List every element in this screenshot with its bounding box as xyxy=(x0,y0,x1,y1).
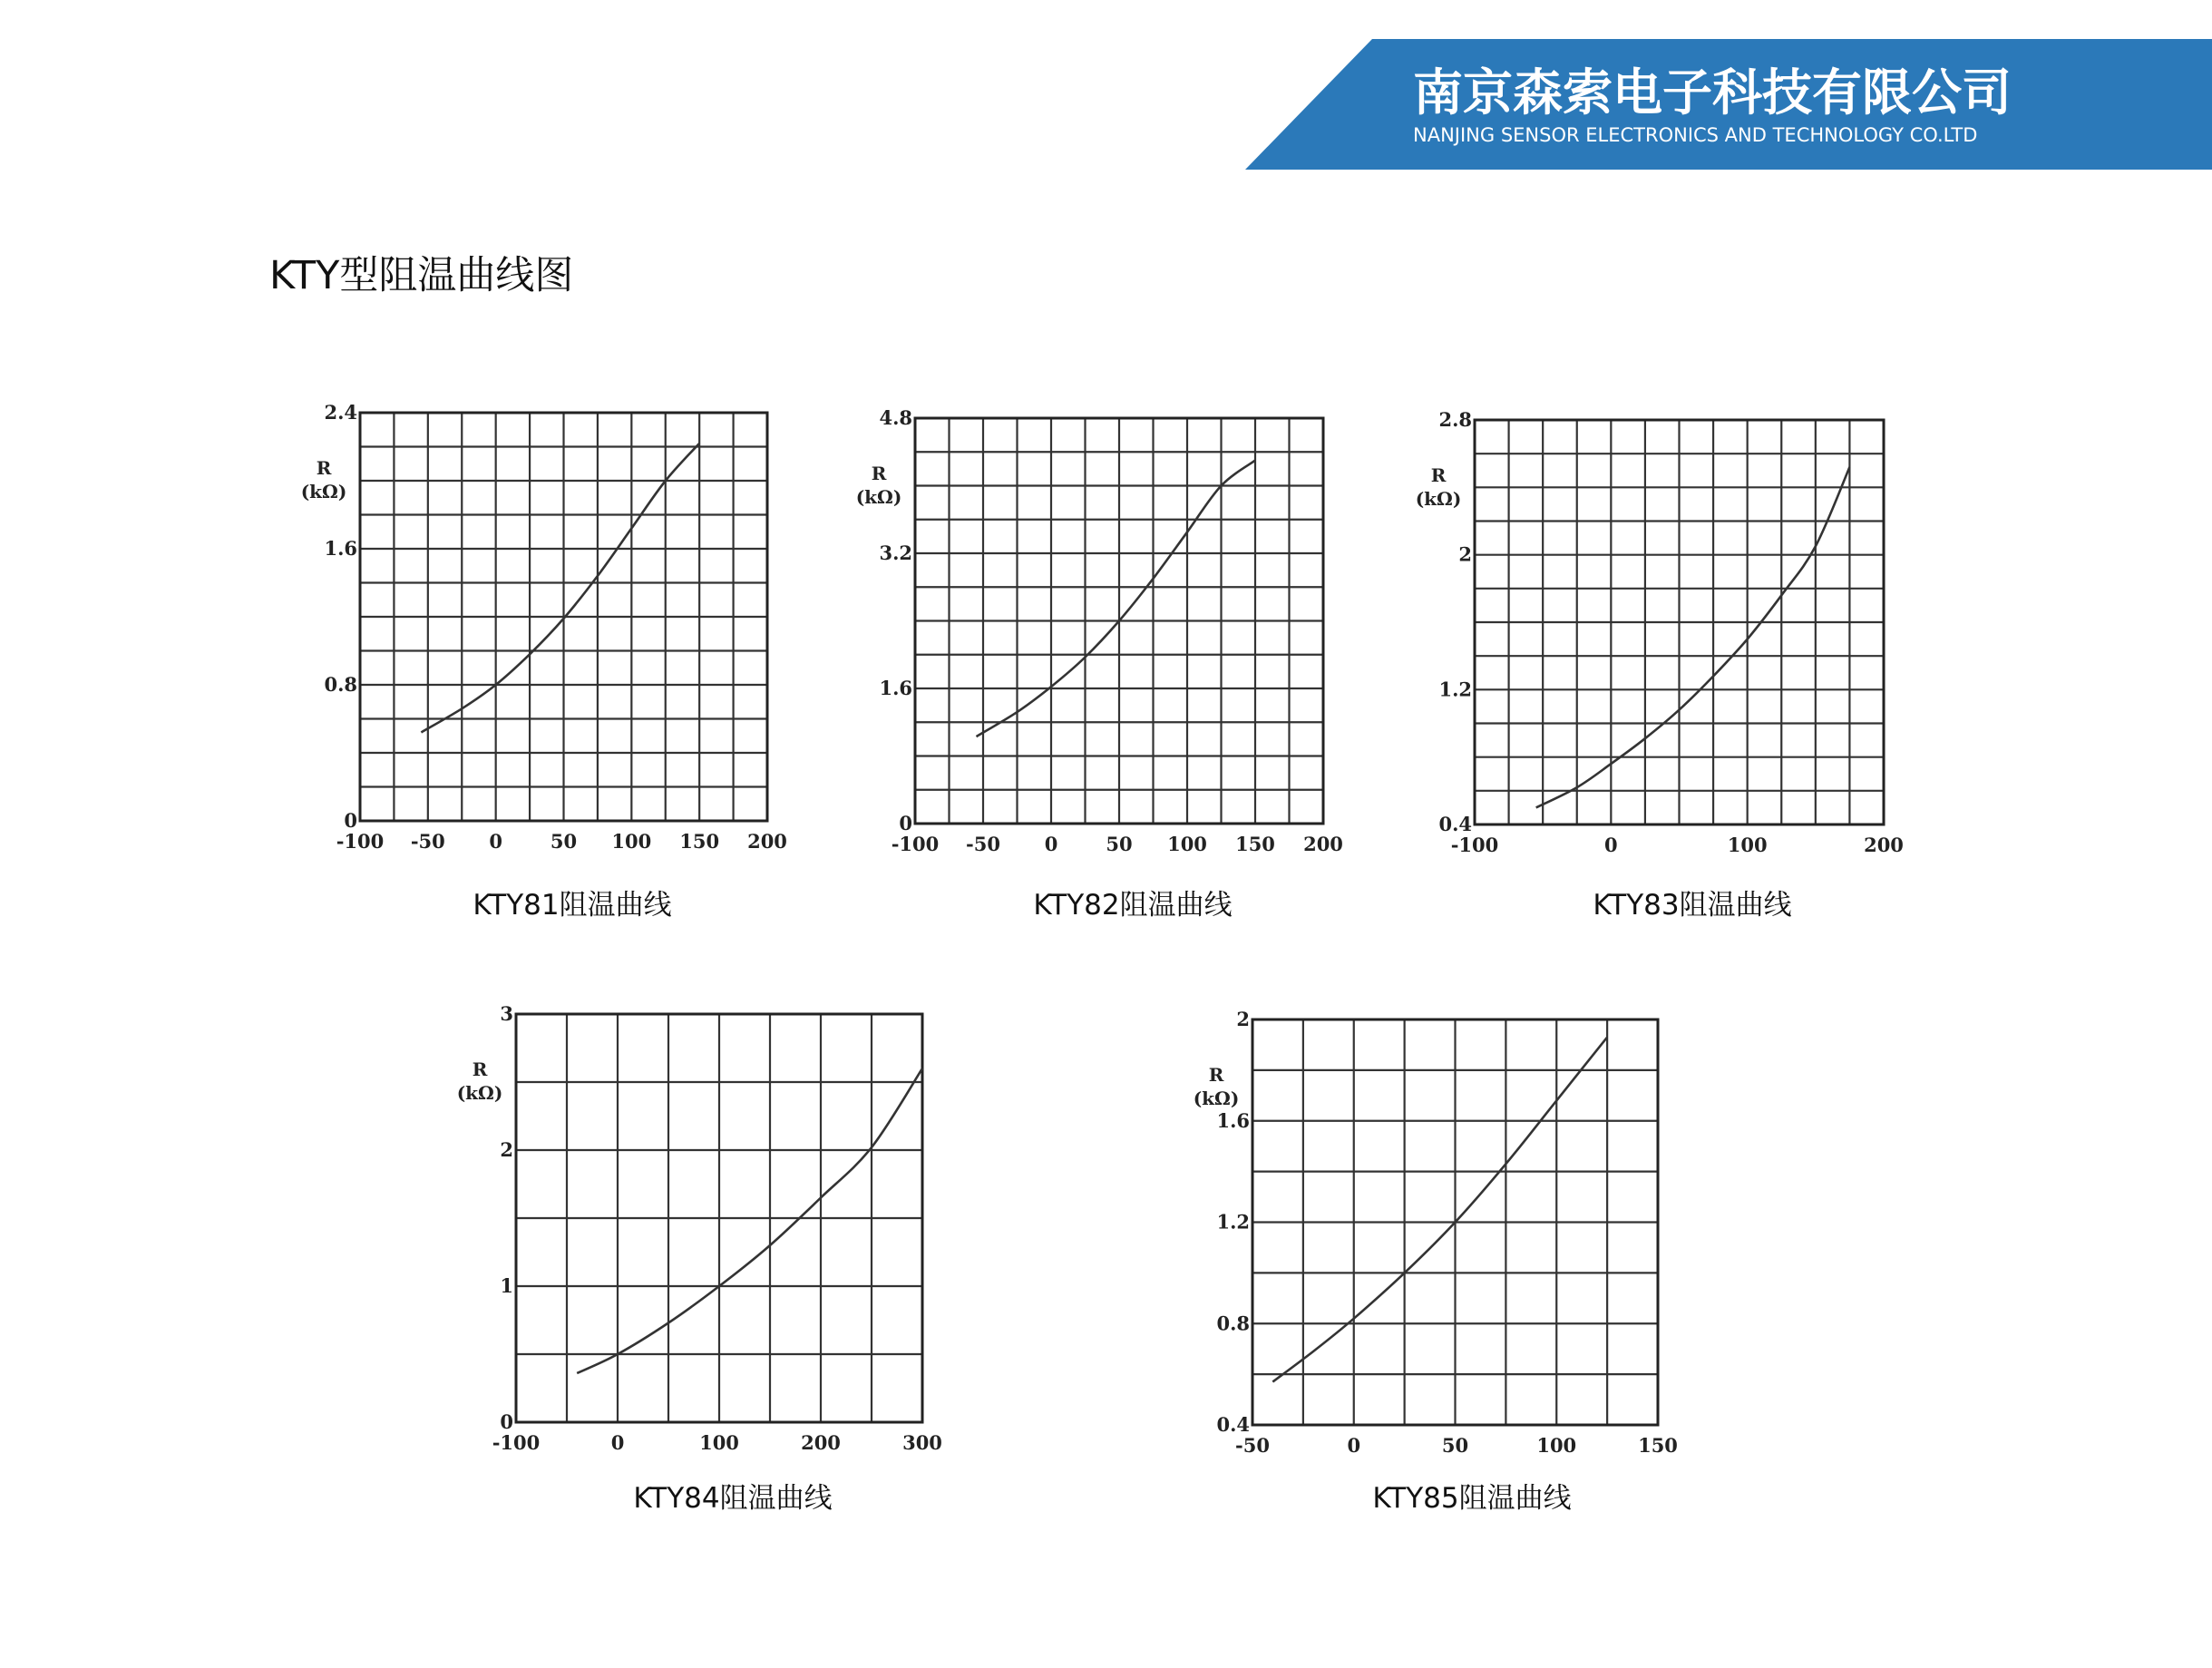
x-tick-label: 100 xyxy=(611,830,652,853)
chart-1 xyxy=(301,401,787,853)
y-tick-label: 1.2 xyxy=(1216,1210,1250,1234)
x-tick-label: 0 xyxy=(610,1431,625,1454)
y-tick-label: 0 xyxy=(899,812,912,834)
y-tick-label: 0.4 xyxy=(1438,813,1472,835)
y-tick-label: 0.8 xyxy=(1216,1312,1250,1335)
chart-4 xyxy=(457,1002,942,1454)
x-tick-label: 300 xyxy=(902,1431,942,1454)
chart-caption-kty83: KTY83阻温曲线 xyxy=(1593,889,1792,922)
y-tick-label: 1 xyxy=(500,1274,513,1297)
x-tick-label: 50 xyxy=(1106,833,1133,855)
x-tick-label: 50 xyxy=(550,830,578,853)
y-tick-label: 0 xyxy=(500,1410,513,1433)
x-tick-label: 200 xyxy=(1303,833,1343,855)
x-tick-label: -100 xyxy=(492,1431,541,1454)
x-tick-label: -100 xyxy=(891,833,940,855)
x-tick-label: 150 xyxy=(679,830,720,853)
chart-caption-kty84: KTY84阻温曲线 xyxy=(633,1482,833,1515)
y-tick-label: 3.2 xyxy=(879,541,912,564)
y-tick-label: 0.4 xyxy=(1216,1413,1250,1436)
x-tick-label: 200 xyxy=(801,1431,841,1454)
x-tick-label: 100 xyxy=(1167,833,1207,855)
y-tick-label: 1.6 xyxy=(324,537,357,560)
x-tick-label: 150 xyxy=(1235,833,1275,855)
x-tick-label: 0 xyxy=(1044,833,1058,855)
x-tick-label: 200 xyxy=(1864,834,1904,856)
x-tick-label: 200 xyxy=(747,830,787,853)
y-tick-label: 1.2 xyxy=(1438,678,1472,701)
y-tick-label: 3 xyxy=(500,1002,513,1025)
chart-caption-kty85: KTY85阻温曲线 xyxy=(1372,1482,1572,1515)
chart-5 xyxy=(1194,1008,1678,1457)
y-tick-label: 1.6 xyxy=(879,677,912,699)
y-tick-label: 1.6 xyxy=(1216,1108,1250,1132)
chart-2 xyxy=(856,406,1343,855)
x-tick-label: 0 xyxy=(1347,1434,1361,1457)
company-name-en: NANJING SENSOR ELECTRONICS AND TECHNOLOGY CO.LTD xyxy=(1413,124,1978,146)
y-tick-label: 2 xyxy=(500,1138,513,1161)
x-tick-label: 150 xyxy=(1638,1434,1678,1457)
y-tick-label: 2.4 xyxy=(324,401,357,424)
page-title: KTY型阻温曲线图 xyxy=(269,253,574,298)
y-axis-label: R (kΩ) xyxy=(1193,1064,1240,1109)
y-tick-label: 4.8 xyxy=(879,406,912,429)
x-tick-label: -50 xyxy=(966,833,1000,855)
y-axis-label: R (kΩ) xyxy=(300,457,347,502)
company-name-cn: 南京森索电子科技有限公司 xyxy=(1413,63,2012,122)
x-tick-label: 100 xyxy=(1536,1434,1577,1457)
x-tick-label: 0 xyxy=(489,830,502,853)
series-line xyxy=(577,1068,922,1373)
y-axis-label: R (kΩ) xyxy=(1415,464,1462,510)
chart-caption-kty82: KTY82阻温曲线 xyxy=(1033,889,1233,922)
series-line xyxy=(421,444,699,733)
chart-3 xyxy=(1416,408,1904,856)
y-tick-label: 2 xyxy=(1236,1008,1250,1030)
y-tick-label: 0 xyxy=(344,809,357,832)
x-tick-label: -100 xyxy=(336,830,385,853)
x-tick-label: 100 xyxy=(699,1431,739,1454)
y-tick-label: 2.8 xyxy=(1438,408,1472,431)
y-tick-label: 2 xyxy=(1458,542,1472,566)
y-tick-label: 0.8 xyxy=(324,673,357,696)
chart-caption-kty81: KTY81阻温曲线 xyxy=(473,889,672,922)
x-tick-label: 0 xyxy=(1604,834,1618,856)
series-line xyxy=(977,461,1256,736)
x-tick-label: -50 xyxy=(410,830,445,853)
x-tick-label: -100 xyxy=(1450,834,1499,856)
y-axis-label: R (kΩ) xyxy=(855,463,902,508)
x-tick-label: 50 xyxy=(1441,1434,1469,1457)
x-tick-label: 100 xyxy=(1727,834,1768,856)
y-axis-label: R (kΩ) xyxy=(456,1058,503,1104)
x-tick-label: -50 xyxy=(1235,1434,1270,1457)
